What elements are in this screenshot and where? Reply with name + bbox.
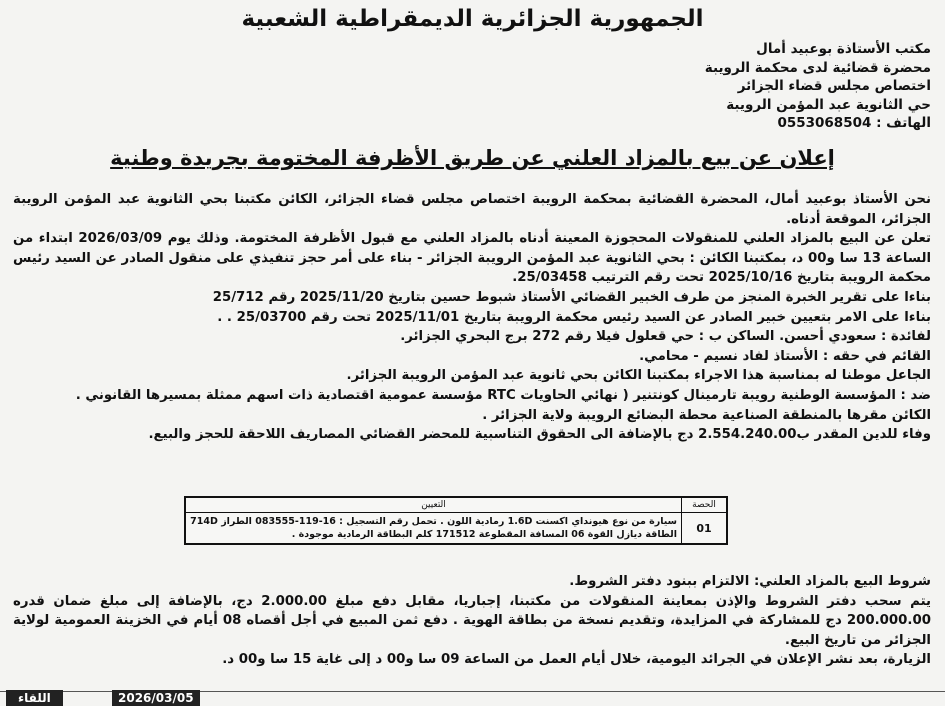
body-paragraph: وفاء للدين المقدر ب2.554.240.00 دج بالإضافة الى الحقوق التناسبية للمحضر القضائي المصاريف اللاحقة للحجز والبيع. bbox=[148, 427, 931, 443]
body-paragraph: ضد : المؤسسة الوطنية رويبة تارمينال كونتنير ( نهائي الحاويات RTC مؤسسة عمومية اقتصادية ذات اسهم ممثلة بمسيرها القانوني . bbox=[75, 387, 931, 403]
notice-title bbox=[0, 146, 945, 170]
republic-header: الجمهورية الجزائرية الديمقراطية الشعبية bbox=[241, 6, 704, 32]
body-paragraph: الجاعل موطنا له بمناسبة هذا الاجراء بمكتبنا الكائن بحي ثانوية عبد المؤمن الرويبة الجزائر. bbox=[346, 368, 931, 384]
header-description: التعيين bbox=[186, 498, 682, 513]
office-line-address: حي الثانوية عبد المؤمن الرويبة bbox=[726, 96, 931, 113]
body-paragraph: الكائن مقرها بالمنطقة الصناعية محطة البضائع الرويبة ولاية الجزائر . bbox=[482, 407, 931, 423]
notice-title-text: إعلان عن بيع بالمزاد العلني عن طريق الأظرفة المختومة بجريدة وطنية bbox=[110, 146, 835, 170]
conditions-paragraph: يتم سحب دفتر الشروط والإذن بمعاينة المنقولات من مكتبنا، إجباريا، مقابل دفع مبلغ 2.000.00 دج، بالإضافة إلى مبلغ ضمان قدره 200.000.00 دج للمشاركة في المزايدة، وتقديم نسخة من بطاقة الهوية . دفع ثمن المبيع في أجل أقصاه 08 أيام في الخزينة العمومية لولاية الجزائر من تاريخ البيع. bbox=[13, 593, 931, 648]
office-line-name: مكتب الأستاذة بوعبيد أمال bbox=[756, 41, 931, 57]
body-paragraph: القائم في حقه : الأستاذ لفاد نسيم - محامي. bbox=[639, 348, 931, 364]
conditions-paragraph: شروط البيع بالمزاد العلني: الالتزام ببنود دفتر الشروط. bbox=[569, 574, 931, 589]
body-paragraph: بناءا على تقرير الخبرة المنجز من طرف الخبير القضائي الأستاذ شبوط حسين بتاريخ 2025/11/20 رقم 25/712 bbox=[212, 289, 931, 305]
publication-date: 2026/03/05 bbox=[112, 690, 200, 706]
header-lot: الحصة bbox=[682, 498, 727, 513]
newspaper-name: اللقاء bbox=[6, 690, 63, 706]
table-header-row bbox=[186, 498, 727, 513]
notice-body bbox=[13, 190, 931, 445]
body-paragraph: تعلن عن البيع بالمزاد العلني للمنقولات المحجوزة المعينة أدناه بالمزاد العلني مع قبول الأظرفة المختومة. وذلك يوم 2026/03/09 ابتداء من الساعة 13 سا و00 د، بمكتبنا الكائن : بحي الثانوية عبد المؤمن الرويبة الجزائر - بناء على أمر حجز تنفيذي على منقول الصادر عن السيد رئيس محكمة الرويبة بتاريخ 2025/10/16 تحت رقم الترتيب 25/03458. bbox=[13, 231, 932, 286]
body-paragraph: بناءا على الامر بتعيين خبير الصادر عن السيد رئيس محكمة الرويبة بتاريخ 2025/11/01 تحت رقم 25/03700 . . bbox=[217, 309, 931, 325]
office-line-role: محضرة قضائية لدى محكمة الرويبة bbox=[704, 59, 931, 76]
lots-table bbox=[184, 496, 728, 545]
conditions-block bbox=[13, 572, 931, 670]
body-paragraph: لفائدة : سعودي أحسن. الساكن ب : حي قعلول فيلا رقم 272 برج البحري الجزائر. bbox=[400, 329, 931, 345]
office-line-phone: الهاتف : 0553068504 bbox=[777, 115, 931, 131]
lots-table-grid bbox=[185, 497, 727, 544]
cell-lot: 01 bbox=[682, 513, 727, 544]
office-line-jurisdiction: اختصاص مجلس قضاء الجزائر bbox=[737, 78, 931, 94]
office-block bbox=[705, 40, 931, 133]
cell-description: سيارة من نوع هيونداي اكسنت 1.6D رمادية اللون . تحمل رقم التسجيل : 16-119-083555 الطراز 714D الطاقة ديازل القوة 06 المسافة المقطوعة 171512 كلم البطاقة الرمادية موجودة . bbox=[186, 513, 682, 544]
body-paragraph: نحن الأستاذ بوعبيد أمال، المحضرة القضائية بمحكمة الرويبة اختصاص مجلس قضاء الجزائر، الكائن مكتبنا بحي الثانوية عبد المؤمن الرويبة الجزائر، الموقعة أدناه. bbox=[13, 192, 931, 227]
conditions-paragraph: الزيارة، بعد نشر الإعلان في الجرائد اليومية، خلال أيام العمل من الساعة 09 سا و00 د إلى غاية 15 سا و00 د. bbox=[222, 652, 931, 668]
table-row bbox=[186, 513, 727, 544]
